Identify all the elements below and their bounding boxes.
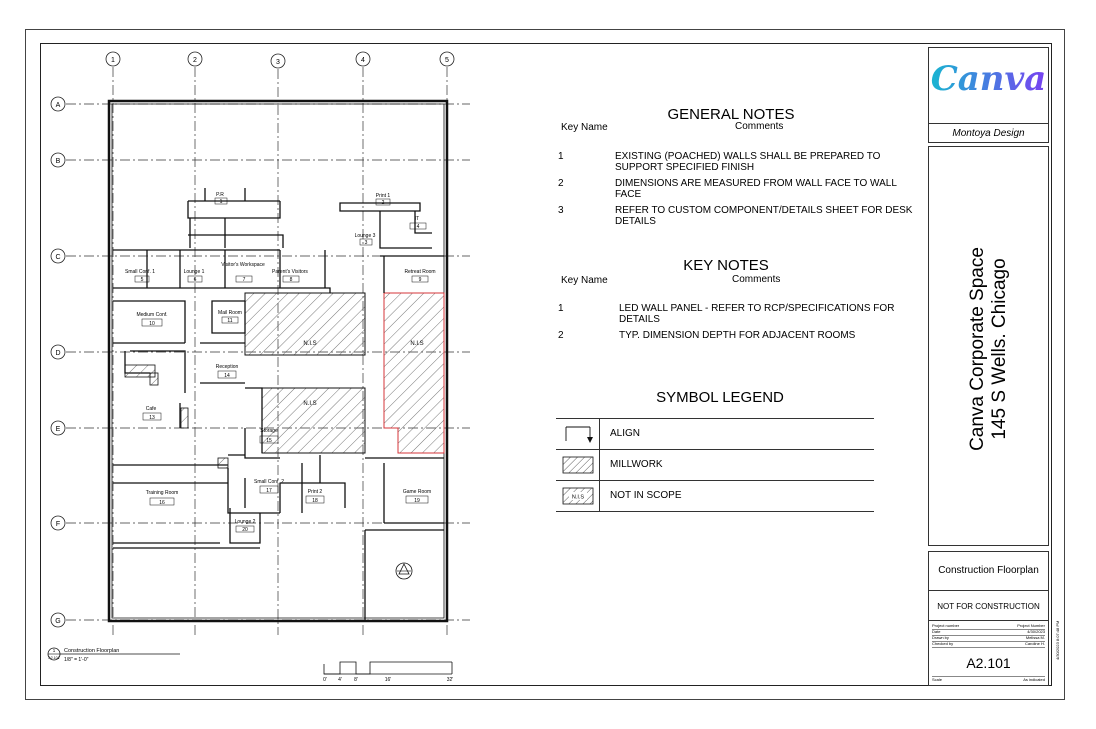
legend-row-align [556, 418, 874, 449]
svg-text:Lounge 1: Lounge 1 [183, 269, 205, 275]
svg-text:Retreat Room: Retreat Room [404, 269, 436, 275]
grid-label: 2 [193, 57, 197, 64]
key-note-key: 1 [558, 303, 564, 314]
svg-text:11: 11 [227, 318, 233, 324]
svg-text:Small Conf. 1: Small Conf. 1 [124, 269, 156, 275]
svg-text:Game Room: Game Room [402, 489, 432, 495]
title-block-info-cell [928, 551, 1049, 686]
general-note-key: 2 [558, 178, 564, 189]
project-line-2: 145 S Wells. Chicago [989, 258, 1010, 440]
nis-label: N.I.S [303, 341, 317, 347]
svg-text:3: 3 [364, 240, 368, 246]
legend-label: NOT IN SCOPE [610, 490, 682, 501]
symbol-legend-title: SYMBOL LEGEND [656, 389, 784, 406]
key-notes-comments-header: Comments [732, 274, 781, 285]
svg-text:7: 7 [242, 277, 246, 283]
key-note-text: TYP. DIMENSION DEPTH FOR ADJACENT ROOMS [619, 330, 856, 341]
project-name [967, 159, 1011, 539]
print-timestamp: 4/30/2023 8:07:48 PM [1055, 620, 1060, 660]
svg-text:Mail Room: Mail Room [218, 310, 242, 316]
legend-row-millwork [556, 449, 874, 480]
grid-label: D [55, 350, 61, 357]
svg-text:0': 0' [323, 677, 327, 683]
millwork-hatch-icon [556, 450, 600, 480]
legend-label: MILLWORK [610, 459, 663, 470]
svg-text:N.I.S: N.I.S [571, 494, 585, 501]
svg-text:20: 20 [242, 527, 248, 533]
svg-text:17: 17 [266, 488, 272, 494]
svg-text:Storage: Storage [260, 428, 278, 434]
general-notes-comments-header: Comments [735, 121, 784, 132]
align-icon [556, 419, 600, 449]
svg-text:4': 4' [338, 677, 342, 683]
general-note-text: DIMENSIONS ARE MEASURED FROM WALL FACE TO WALL FACE [615, 178, 897, 200]
title-block-project-cell [928, 146, 1049, 546]
svg-text:19: 19 [414, 498, 420, 504]
nis-zone-3 [384, 293, 444, 453]
svg-text:Cafe: Cafe [145, 406, 157, 412]
svg-text:Parent's Visitors: Parent's Visitors [272, 269, 308, 275]
grid-label: G [55, 618, 61, 625]
view-caption [48, 648, 180, 663]
svg-text:Lounge 3: Lounge 3 [354, 233, 376, 239]
svg-text:8: 8 [289, 277, 293, 283]
grid-label: B [55, 158, 61, 165]
svg-text:16': 16' [384, 677, 392, 683]
grid-label: 5 [445, 57, 449, 64]
canva-logo: Canva [930, 59, 1047, 99]
millwork [125, 365, 228, 468]
legend-label: ALIGN [610, 428, 641, 439]
svg-text:5: 5 [140, 277, 144, 283]
sheet-number: A2.101 [966, 655, 1011, 671]
general-note-key: 3 [558, 205, 564, 216]
general-notes-title: GENERAL NOTES [667, 106, 795, 123]
general-note-text: REFER TO CUSTOM COMPONENT/DETAILS SHEET FOR DESK DETAILS [615, 205, 913, 227]
general-note-text: EXISTING (POACHED) WALLS SHALL BE PREPARED TO SUPPORT SPECIFIED FINISH [615, 151, 881, 173]
svg-text:Construction Floorplan: Construction Floorplan [64, 648, 120, 654]
svg-text:1/8" = 1'-0": 1/8" = 1'-0" [64, 657, 89, 663]
svg-text:9: 9 [418, 277, 422, 283]
floor-plan [40, 43, 530, 686]
sheet-name: Construction Floorplan [938, 565, 1039, 576]
svg-text:Reception: Reception [215, 364, 239, 370]
svg-text:13: 13 [149, 415, 155, 421]
construction-status: NOT FOR CONSTRUCTION [937, 602, 1040, 611]
tb-row-date: Date 4/30/2023 [932, 629, 1045, 634]
svg-text:2: 2 [381, 200, 385, 206]
svg-text:4: 4 [416, 224, 420, 230]
svg-text:Visitor's Workspace: Visitor's Workspace [221, 262, 265, 268]
tb-row-project-number: Project number Project Number [932, 623, 1045, 628]
grid-label: F [55, 521, 61, 528]
key-notes-key-header: Key Name [561, 275, 608, 286]
key-note-key: 2 [558, 330, 564, 341]
svg-text:Training Room: Training Room [145, 490, 179, 496]
legend-row-not-in-scope [556, 480, 874, 512]
svg-text:Medium Conf.: Medium Conf. [136, 312, 168, 318]
tb-row-scale: Scale As indicated [932, 677, 1045, 682]
svg-text:IT: IT [414, 216, 420, 222]
svg-text:1: 1 [52, 648, 56, 653]
svg-text:14: 14 [224, 373, 230, 379]
svg-text:A2.101: A2.101 [48, 656, 60, 660]
nis-label: N.I.S [410, 341, 424, 347]
grid-label: A [55, 102, 61, 109]
svg-text:8': 8' [354, 677, 358, 683]
general-note-key: 1 [558, 151, 564, 162]
key-notes-title: KEY NOTES [683, 257, 769, 274]
svg-text:1: 1 [219, 199, 223, 205]
general-notes-key-header: Key Name [561, 122, 608, 133]
not-in-scope-hatch-icon [556, 481, 600, 511]
project-line-1: Canva Corporate Space [967, 247, 988, 451]
svg-text:Lounge 2: Lounge 2 [234, 519, 256, 525]
svg-text:10: 10 [149, 321, 155, 327]
grid-label: C [55, 254, 61, 261]
firm-name: Montoya Design [952, 128, 1025, 139]
tb-row-checked-by: Checked by Caroline H. [932, 641, 1045, 646]
svg-text:Print 1: Print 1 [375, 193, 391, 199]
grid-label: E [55, 426, 61, 433]
north-arrow-icon [396, 563, 412, 579]
graphic-scale [323, 662, 453, 683]
svg-text:18: 18 [312, 498, 318, 504]
svg-text:32': 32' [446, 677, 454, 683]
svg-text:Print 2: Print 2 [307, 489, 323, 495]
key-note-text: LED WALL PANEL - REFER TO RCP/SPECIFICATIONS FOR DETAILS [619, 303, 895, 325]
nis-label: N.I.S [303, 401, 317, 407]
grid-label: 4 [361, 57, 365, 64]
grid-label: 3 [276, 59, 280, 66]
svg-text:16: 16 [159, 500, 165, 506]
svg-text:P.R: P.R [216, 192, 224, 198]
grid-label: 1 [111, 57, 115, 64]
tb-row-drawn-by: Drawn by Melissa M. [932, 635, 1045, 640]
svg-text:15: 15 [266, 438, 272, 444]
title-block-logo-cell [928, 47, 1049, 143]
svg-text:6: 6 [193, 277, 197, 283]
svg-text:Small Conf. 2: Small Conf. 2 [253, 479, 285, 485]
